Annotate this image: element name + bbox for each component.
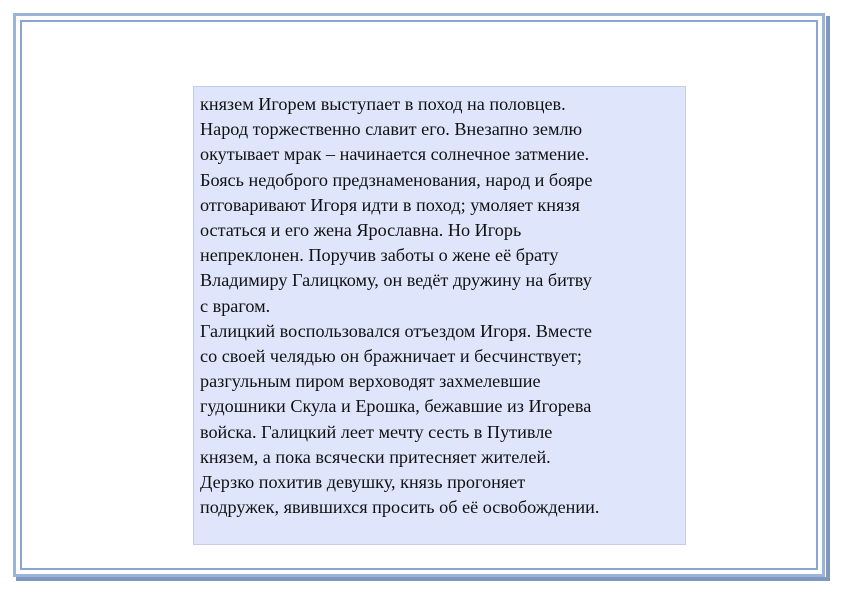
frame-shadow-right (826, 16, 830, 580)
paragraph-1: князем Игорем выступает в поход на половцев. Народ торжественно славит его. Внезапно землю окутывает мрак – начинается солнечное затмение. Боясь недоброго предзнаменования, народ и бояре отговаривают Игоря идти в поход; умоляет князя остаться и его жена Ярославна. Но Игорь непреклонен. Поручив заботы о жене её брату Владимиру Галицкому, он ведёт дружину на битву с врагом. (200, 94, 593, 316)
text-box (193, 86, 686, 545)
paragraph-2: Галицкий воспользовался отъездом Игоря. Вместе со своей челядью он бражничает и бесчинствует; разгульным пиром верховодят захмелевшие гудошники Скула и Ерошка, бежавшие из Игорева войска. Галицкий леет мечту сесть в Путивле князем, а пока всячески притесняет жителей. Дерзко похитив девушку, князь прогоняет подружек, явившихся просить об её освобождении. (200, 320, 600, 518)
frame-shadow-bottom (16, 577, 830, 581)
